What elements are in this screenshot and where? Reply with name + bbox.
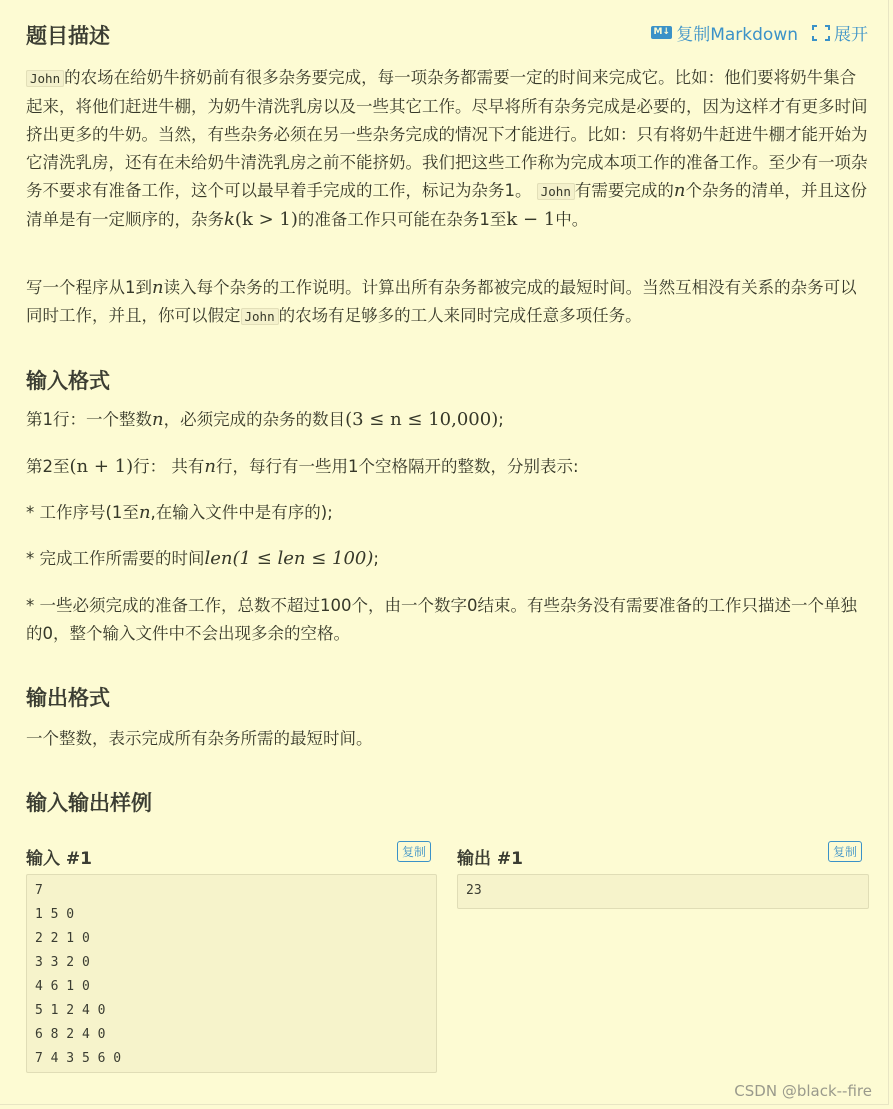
sample-input-box[interactable] [26, 874, 437, 1073]
sample-output-box[interactable] [457, 874, 869, 909]
input-line: 3 3 2 0 [35, 955, 90, 970]
description-paragraph-2: 写一个程序从1到n读入每个杂务的工作说明。计算出所有杂务都被完成的最短时间。当然互相没有关系的杂务可以同时工作，并且，你可以假定 John 的农场有足够多的工人来同时完成任意多项任务。 [26, 277, 857, 325]
input-line: 1 5 0 [35, 907, 75, 922]
input-format-title: 输入格式 [26, 369, 110, 393]
copy-input-button[interactable]: 复制 [397, 841, 431, 862]
input-line: 6 8 2 4 0 [35, 1027, 106, 1042]
john-code: John [26, 70, 64, 87]
sample-output-label: 输出 #1 [457, 849, 523, 869]
john-code: John [537, 183, 575, 200]
copy-output-button[interactable]: 复制 [828, 841, 862, 862]
output-line: 23 [466, 883, 482, 898]
input-line: 7 [35, 883, 43, 898]
input-format-line-4: * 完成工作所需要的时间len(1 ≤ len ≤ 100); [26, 548, 379, 569]
input-line: 5 1 2 4 0 [35, 1003, 106, 1018]
watermark: CSDN @black--fire [734, 1082, 872, 1100]
input-format-line-1: 第1行：一个整数n，必须完成的杂务的数目(3 ≤ n ≤ 10,000); [26, 409, 504, 430]
samples-title: 输入输出样例 [26, 791, 152, 815]
expand-label: 展开 [834, 25, 868, 45]
output-format-text: 一个整数，表示完成所有杂务所需的最短时间。 [26, 729, 373, 748]
input-format-line-5: * 一些必须完成的准备工作，总数不超过100个，由一个数字0结束。有些杂务没有需要准备的工作只描述一个单独的0，整个输入文件中不会出现多余的空格。 [26, 596, 857, 643]
output-format-title: 输出格式 [26, 686, 110, 710]
expand-button[interactable] [812, 20, 868, 45]
description-paragraph-1: John 的农场在给奶牛挤奶前有很多杂务要完成，每一项杂务都需要一定的时间来完成它。比如：他们要将奶牛集合起来，将他们赶进牛棚，为奶牛清洗乳房以及一些其它工作。尽早将所有杂务完成是必要的，因为这样才有更多时间挤出更多的牛奶。当然，有些杂务必须在另一些杂务完成的情况下才能进行。比如：只有将奶牛赶进牛棚才能开始为它清洗乳房，还有在未给奶牛清洗乳房之前不能挤奶。我们把这些工作称为完成本项工作的准备工作。至少有一项杂务不要求有准备工作，这个可以最早着手完成的工作，标记为杂务1。 John 有需要完成的n个杂务的清单，并且这份清单是有一定顺序的，杂务k(k > 1)的准备工作只可能在杂务1至k − 1中。 [26, 68, 868, 230]
markdown-icon: M↓ [651, 26, 672, 39]
input-line: 2 2 1 0 [35, 931, 90, 946]
input-line: 4 6 1 0 [35, 979, 90, 994]
page-title: 题目描述 [26, 24, 110, 48]
input-format-line-2: 第2至(n + 1)行： 共有n行，每行有一些用1个空格隔开的整数，分别表示: [26, 456, 579, 477]
header-actions [651, 20, 868, 45]
copy-markdown-label: 复制Markdown [676, 25, 798, 45]
expand-icon [812, 25, 830, 41]
input-format-line-3: * 工作序号(1至n,在输入文件中是有序的); [26, 502, 333, 523]
sample-input-label: 输入 #1 [26, 849, 92, 869]
input-line: 7 4 3 5 6 0 [35, 1051, 122, 1066]
john-code: John [241, 308, 279, 325]
copy-markdown-button[interactable] [651, 20, 798, 45]
